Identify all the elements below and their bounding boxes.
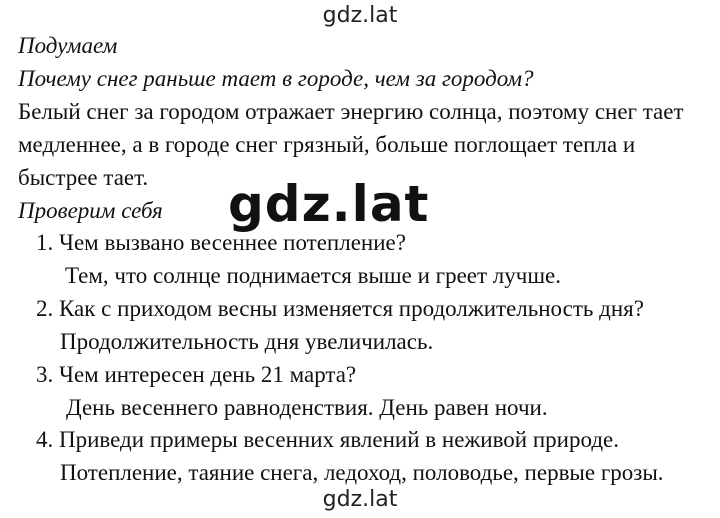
question-1: 1. Чем вызвано весеннее потепление? bbox=[36, 230, 406, 255]
answer-3: День весеннего равноденствия. День равен ночи. bbox=[66, 395, 548, 420]
answer-4: Потепление, таяние снега, ледоход, половодье, первые грозы. bbox=[60, 460, 664, 485]
think-answer-line-1: Белый снег за городом отражает энергию солнца, поэтому снег тает bbox=[18, 99, 684, 124]
question-2: 2. Как с приходом весны изменяется продолжительность дня? bbox=[36, 296, 644, 321]
check-heading: Проверим себя bbox=[18, 198, 163, 223]
think-question: Почему снег раньше тает в городе, чем за городом? bbox=[18, 66, 534, 91]
think-answer-line-3: быстрее тает. bbox=[18, 165, 149, 190]
question-3: 3. Чем интересен день 21 марта? bbox=[36, 362, 357, 387]
think-heading: Подумаем bbox=[18, 33, 118, 58]
answer-2: Продолжительность дня увеличилась. bbox=[60, 329, 434, 354]
watermark-top: gdz.lat bbox=[322, 3, 398, 28]
question-4: 4. Приведи примеры весенних явлений в неживой природе. bbox=[36, 427, 619, 452]
think-answer-line-2: медленнее, а в городе снег грязный, больше поглощает тепла и bbox=[18, 132, 636, 157]
watermark-bottom: gdz.lat bbox=[322, 487, 398, 512]
answer-1: Тем, что солнце поднимается выше и греет лучше. bbox=[65, 263, 562, 288]
watermark-center: gdz.lat bbox=[228, 175, 430, 233]
